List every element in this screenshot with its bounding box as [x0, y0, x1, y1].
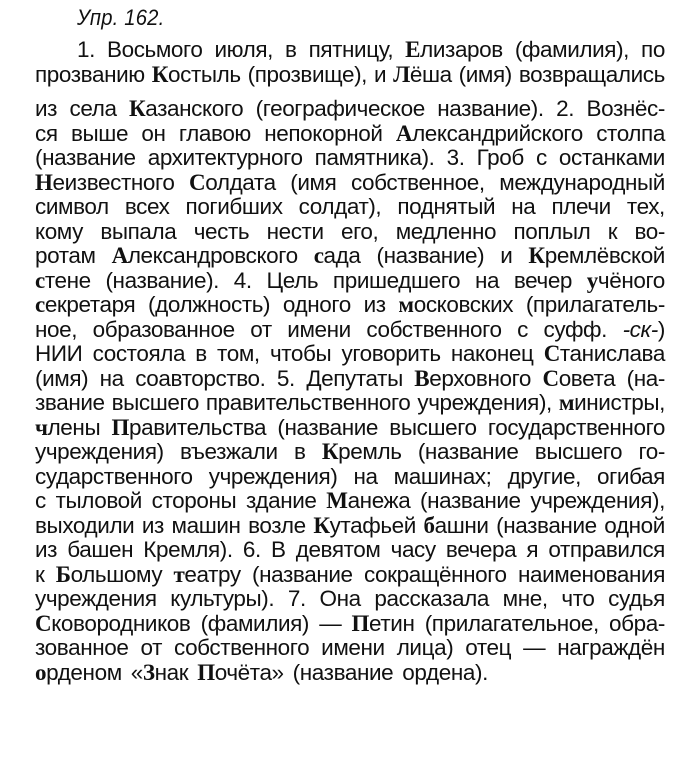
bold-capital-letter: С	[189, 169, 206, 195]
bold-capital-letter: М	[326, 488, 348, 513]
bold-capital-letter: о	[35, 659, 47, 685]
word: Петин	[351, 610, 415, 636]
word: Кремль	[321, 439, 402, 464]
bold-capital-letter: П	[111, 414, 129, 440]
text-line	[35, 170, 665, 196]
word: сокращённого	[363, 561, 507, 587]
bold-capital-letter: ч	[35, 414, 48, 440]
word: —	[523, 635, 546, 660]
word: Кремлёвской	[528, 243, 665, 268]
word: Депутаты	[306, 365, 403, 391]
text-line	[35, 292, 665, 318]
word: 7.	[287, 586, 306, 611]
word: уговорить	[341, 341, 441, 366]
word: ордена).	[402, 659, 488, 685]
word: пятницу,	[308, 37, 394, 62]
text-line	[77, 37, 665, 63]
word: (прилагатель-	[525, 292, 665, 317]
word: я	[526, 537, 539, 562]
word: на	[353, 463, 378, 489]
word: прозванию	[35, 62, 145, 87]
text-line	[35, 415, 665, 441]
word: отец	[465, 635, 512, 660]
word: стороны	[151, 488, 237, 513]
text-line	[35, 243, 665, 269]
word: в	[294, 439, 306, 464]
word: название).	[437, 96, 544, 121]
word: чтобы	[269, 341, 332, 366]
word: (фамилия)	[200, 610, 310, 636]
word: тыловой	[55, 488, 142, 513]
word: министры,	[558, 390, 665, 415]
word: из	[35, 96, 58, 121]
word: (прилагательное,	[424, 610, 599, 636]
word: 2.	[556, 96, 575, 121]
word: В	[270, 537, 286, 562]
word: обра-	[609, 610, 665, 636]
word: «Знак	[130, 659, 189, 685]
word: соавторство.	[135, 365, 266, 391]
word: состояла	[92, 341, 186, 366]
word: Неизвестного	[35, 169, 175, 195]
word: другие,	[507, 463, 581, 489]
word: села	[69, 96, 117, 121]
word: высшего	[389, 414, 477, 440]
word: огибая	[597, 463, 665, 489]
word: (имя)	[458, 62, 512, 87]
word: и	[500, 243, 513, 268]
bold-capital-letter: с	[35, 267, 45, 293]
text-line	[35, 586, 665, 612]
word: Александрийского	[395, 120, 583, 146]
word: -ск-)	[622, 316, 665, 342]
word: символ	[35, 194, 109, 219]
word: что	[561, 586, 595, 611]
bold-capital-letter: К	[151, 62, 168, 87]
word: Верховного	[414, 365, 532, 391]
word: учреждения),	[417, 390, 552, 415]
word: с	[535, 145, 547, 170]
word: (имя	[290, 169, 337, 195]
bold-capital-letter: А	[111, 243, 128, 268]
word: высшего	[534, 439, 623, 464]
word: собственного	[366, 316, 502, 342]
word: международный	[499, 169, 665, 195]
bold-capital-letter: м	[398, 292, 414, 317]
word: суфф.	[543, 316, 608, 342]
word: учреждения	[35, 586, 157, 611]
word: (название	[420, 488, 521, 513]
word: рассказала	[374, 586, 490, 611]
bold-capital-letter: С	[35, 610, 52, 636]
word: выходили	[35, 512, 135, 538]
word: том,	[217, 341, 260, 366]
word: Правительства	[111, 414, 267, 440]
word: выше	[70, 120, 129, 146]
bold-capital-letter: К	[128, 96, 146, 121]
word: (географическое	[255, 96, 425, 121]
bold-capital-letter: П	[351, 610, 370, 636]
word: 5.	[276, 365, 295, 391]
word: нести	[266, 218, 324, 244]
word: члены	[35, 414, 101, 440]
bold-capital-letter: С	[543, 341, 560, 366]
bold-capital-letter: Н	[35, 169, 53, 195]
word: главою	[178, 120, 251, 146]
word: останками	[558, 145, 665, 170]
word: государственного	[487, 414, 665, 440]
word: имени	[287, 316, 351, 342]
word: вечера	[445, 537, 517, 562]
word: собственное,	[350, 169, 485, 195]
word: 1.	[77, 37, 95, 62]
word: судья	[608, 586, 665, 611]
word: Почёта»	[197, 659, 284, 685]
word: Совета	[542, 365, 616, 391]
word: машинах;	[393, 463, 492, 489]
word: го-	[638, 439, 665, 464]
word: 4.	[233, 267, 252, 293]
text-line	[35, 439, 665, 465]
word: учреждения)	[208, 463, 338, 489]
bold-capital-letter: В	[414, 365, 430, 391]
word: в	[195, 341, 207, 366]
word: орденом	[35, 659, 122, 685]
word: Она	[319, 586, 361, 611]
word: по	[641, 37, 665, 62]
word: (название	[292, 659, 394, 685]
word: наконец	[450, 341, 534, 366]
text-line	[35, 464, 665, 490]
bold-capital-letter: Е	[405, 37, 421, 62]
word: на	[511, 194, 536, 219]
word: всех	[124, 194, 170, 219]
text-line	[35, 268, 665, 294]
bold-capital-letter: т	[173, 561, 185, 587]
word: (имя)	[35, 365, 89, 391]
word: НИИ	[35, 341, 83, 366]
word: с	[35, 488, 46, 513]
word: имени	[321, 635, 385, 660]
word: тех,	[626, 194, 665, 219]
text-line	[35, 537, 665, 563]
word: от	[250, 316, 272, 342]
word: ся	[35, 120, 58, 146]
word: из	[141, 512, 164, 538]
word: награждён	[557, 635, 665, 660]
word: выпала	[100, 218, 177, 244]
word: собственного	[173, 635, 310, 660]
word: образованное	[92, 316, 235, 342]
word: сударственного	[35, 463, 193, 489]
bold-capital-letter: Б	[55, 561, 71, 587]
word: медленно	[395, 218, 497, 244]
bold-capital-letter: С	[542, 365, 559, 391]
word: 3.	[446, 145, 465, 170]
word: машин	[171, 512, 241, 538]
word: (фамилия),	[514, 37, 630, 62]
word: поднятый	[397, 194, 496, 219]
word: наименования	[517, 561, 665, 587]
word: из	[35, 537, 58, 562]
word: (прозвище),	[247, 62, 368, 87]
word: (название	[417, 439, 519, 464]
word: зованное	[35, 635, 129, 660]
word: Кутафьей	[313, 512, 416, 538]
word: столпа	[596, 120, 665, 146]
word: сада	[313, 243, 361, 268]
bold-capital-letter: К	[321, 439, 339, 464]
word: он	[141, 120, 166, 146]
word: и	[373, 62, 387, 87]
word: въезжали	[180, 439, 278, 464]
word: его,	[340, 218, 379, 244]
word: 6.	[242, 537, 261, 562]
text-line	[35, 611, 665, 637]
word: погибших	[185, 194, 283, 219]
italic-suffix: -ск-	[622, 316, 658, 342]
word: из	[363, 292, 386, 317]
word: к	[607, 218, 618, 244]
word: башен	[67, 537, 134, 562]
bold-capital-letter: А	[395, 120, 413, 146]
word: июля,	[214, 37, 273, 62]
word: Сковородников	[35, 610, 191, 636]
word: пришедшего	[332, 267, 461, 293]
word: Гроб	[476, 145, 524, 170]
word: театру	[173, 561, 241, 587]
word: культуры).	[170, 586, 275, 611]
word: архитектурного	[147, 145, 303, 170]
word: ротам	[35, 243, 96, 268]
word: часу	[390, 537, 436, 562]
word: (название	[252, 561, 353, 587]
word: (название	[277, 414, 379, 440]
word: лица)	[396, 635, 454, 660]
word: памятника).	[314, 145, 435, 170]
word: во-	[634, 218, 665, 244]
word: Цель	[266, 267, 319, 293]
word: Костыль	[151, 62, 241, 87]
bold-capital-letter: б	[423, 512, 435, 538]
word: Кремля).	[143, 537, 233, 562]
text-line	[35, 219, 665, 245]
word: возле	[248, 512, 306, 538]
text-line	[35, 194, 665, 220]
word: поплыл	[513, 218, 591, 244]
text-line	[35, 390, 665, 416]
bold-capital-letter: П	[197, 659, 215, 685]
bold-capital-letter: с	[35, 292, 45, 317]
word: плечи	[551, 194, 611, 219]
word: секретаря	[35, 292, 136, 317]
bold-capital-letter: м	[558, 390, 575, 415]
word: на	[474, 267, 500, 293]
text-line	[35, 513, 665, 539]
word: вечер	[513, 267, 573, 293]
word: Станислава	[543, 341, 665, 366]
word: к	[35, 561, 45, 587]
word: солдат),	[298, 194, 382, 219]
word: (название)	[376, 243, 485, 268]
text-line	[35, 366, 665, 392]
word: одного	[282, 292, 351, 317]
word: с	[517, 316, 528, 342]
word: Александровского	[111, 243, 298, 268]
word: Вознёс-	[586, 96, 665, 121]
text-line	[35, 62, 665, 88]
word: учреждения),	[530, 488, 665, 513]
word: (название).	[105, 267, 220, 293]
text-line	[35, 317, 665, 343]
word: девятом	[295, 537, 381, 562]
word: Большому	[55, 561, 163, 587]
bold-capital-letter: Л	[393, 62, 410, 87]
word: Восьмого	[106, 37, 203, 62]
word: высшего	[111, 390, 199, 415]
word: Манежа	[326, 488, 411, 513]
word: непокорной	[264, 120, 383, 146]
word: в	[285, 37, 297, 62]
text-line	[35, 341, 665, 367]
word: Лёша	[393, 62, 452, 87]
word: (название	[496, 512, 597, 538]
word: московских	[398, 292, 514, 317]
word: учреждения)	[35, 439, 164, 464]
bold-capital-letter: у	[586, 267, 598, 293]
word: мне,	[502, 586, 548, 611]
text-line	[35, 488, 665, 514]
word: возвращались	[518, 62, 665, 87]
word: стене	[35, 267, 91, 293]
word: (должность)	[148, 292, 271, 317]
word: честь	[193, 218, 250, 244]
text-line	[35, 96, 665, 122]
word: правительственного	[205, 390, 411, 415]
word: —	[319, 610, 342, 636]
word: Елизаров	[405, 37, 503, 62]
bold-capital-letter: К	[528, 243, 545, 268]
word: отправился	[548, 537, 665, 562]
text-line	[35, 660, 665, 686]
word: Казанского	[128, 96, 244, 121]
bold-capital-letter: К	[313, 512, 330, 538]
word: ное,	[35, 316, 78, 342]
word: Солдата	[189, 169, 276, 195]
text-line	[35, 562, 665, 588]
word: звание	[35, 390, 105, 415]
word: на	[99, 365, 124, 391]
word: (на-	[626, 365, 665, 391]
text-line	[35, 635, 665, 661]
word: кому	[35, 218, 83, 244]
text-line	[35, 145, 665, 171]
bold-capital-letter: З	[142, 659, 155, 685]
exercise-title: Упр. 162.	[77, 5, 165, 30]
word: (название	[35, 145, 136, 170]
bold-capital-letter: с	[313, 243, 324, 268]
word: башни	[423, 512, 489, 538]
word: учёного	[586, 267, 665, 293]
word: одной	[604, 512, 665, 538]
word: здание	[245, 488, 317, 513]
word: от	[140, 635, 162, 660]
text-line	[35, 121, 665, 147]
